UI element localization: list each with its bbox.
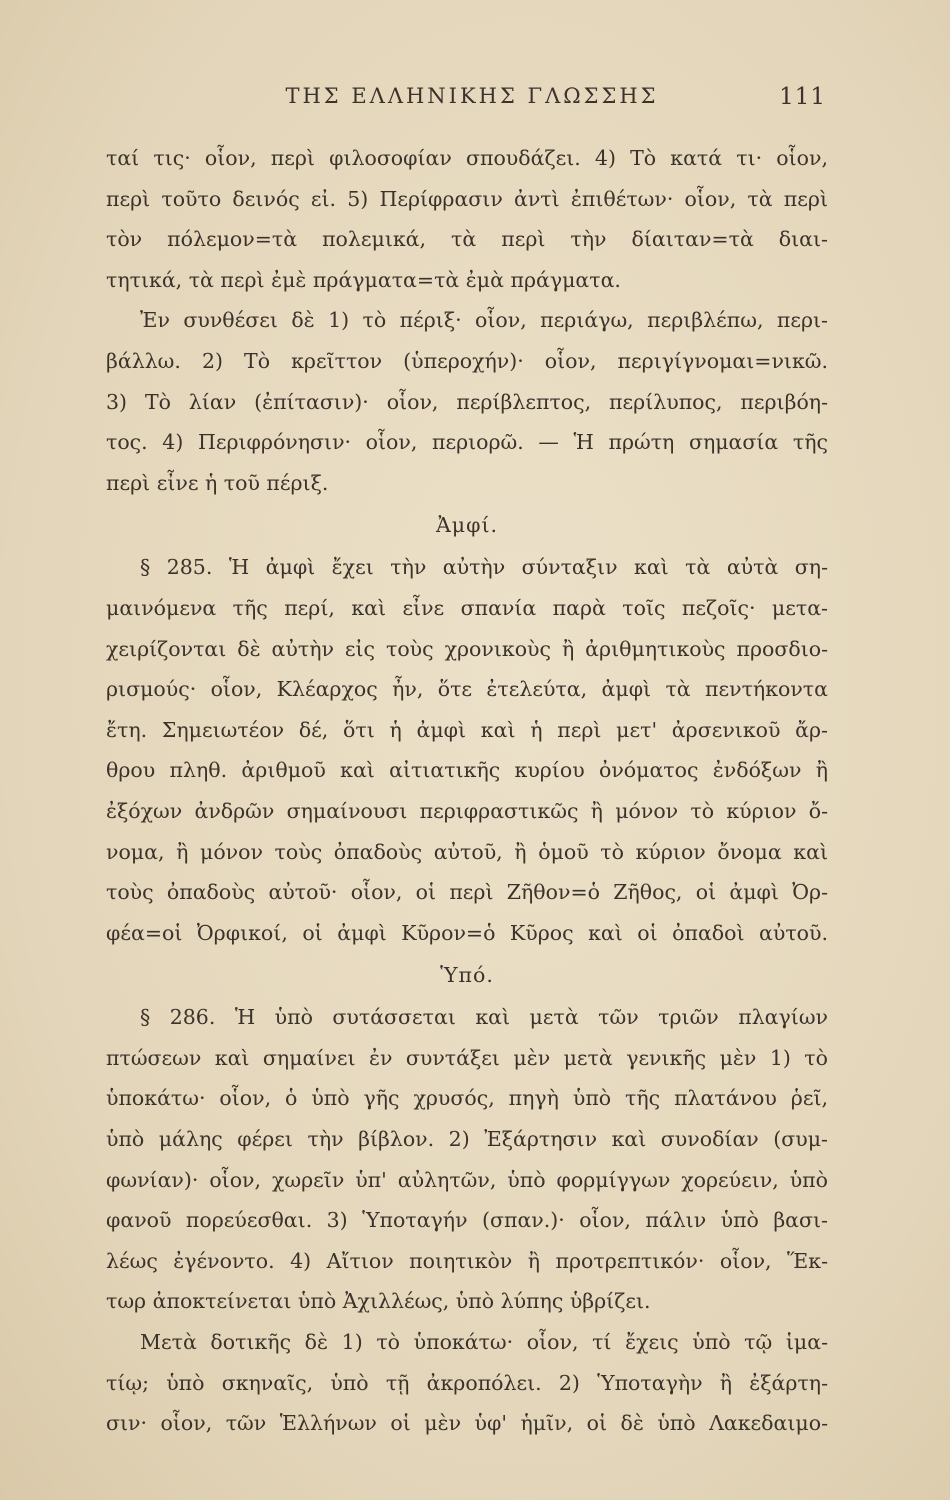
text-line: περὶ τοῦτο δεινός εἰ. 5) Περίφρασιν ἀντὶ ἐπιθέτων· οἷον, τὰ περὶ [106, 186, 828, 211]
text-line: χειρίζονται δὲ αὐτὴν εἰς τοὺς χρονικοὺς ἢ ἀριθμητικοὺς προσδιο- [106, 636, 828, 661]
text-line: ὑποκάτω· οἷον, ὁ ὑπὸ γῆς χρυσός, πηγὴ ὑπὸ τῆς πλατάνου ῥεῖ, [106, 1086, 828, 1111]
text-line: θρου πληθ. ἀριθμοῦ καὶ αἰτιατικῆς κυρίου ὀνόματος ἐνδόξων ἢ [106, 758, 828, 783]
text-line: 3) Τὸ λίαν (ἐπίτασιν)· οἷον, περίβλεπτος, περίλυπος, περιβόη- [106, 389, 828, 414]
text-line: πτώσεων καὶ σημαίνει ἐν συντάξει μὲν μετὰ γενικῆς μὲν 1) τὸ [106, 1045, 828, 1070]
text-line: ἐξόχων ἀνδρῶν σημαίνουσι περιφραστικῶς ἢ μόνον τὸ κύριον ὄ- [106, 798, 828, 823]
section-heading-hypo: Ὑπό. [440, 963, 494, 988]
text-line: ὑπὸ μάλης φέρει τὴν βίβλον. 2) Ἐξάρτησιν καὶ συνοδίαν (συμ- [106, 1127, 828, 1152]
page-header [118, 84, 826, 124]
text-line: φανοῦ πορεύεσθαι. 3) Ὑποταγήν (σπαν.)· οἷον, πάλιν ὑπὸ βασι- [106, 1208, 828, 1233]
text-line: σιν· οἷον, τῶν Ἑλλήνων οἱ μὲν ὑφ' ἡμῖν, οἱ δὲ ὑπὸ Λακεδαιμο- [106, 1411, 828, 1436]
running-title: ΤΗΣ ΕΛΛΗΝΙΚΗΣ ΓΛΩΣΣΗΣ [285, 84, 659, 108]
text-line: μαινόμενα τῆς περί, καὶ εἶνε σπανία παρὰ τοῖς πεζοῖς· μετα- [106, 595, 828, 620]
text-line: τὸν πόλεμον=τὰ πολεμικά, τὰ περὶ τὴν δίαιταν=τὰ διαι- [106, 227, 828, 252]
text-line: τος. 4) Περιφρόνησιν· οἷον, περιορῶ. — Ἡ πρώτη σημασία τῆς [106, 430, 828, 455]
text-line: φέα=οἱ Ὀρφικοί, οἱ ἀμφὶ Κῦρον=ὁ Κῦρος καὶ οἱ ὀπαδοὶ αὐτοῦ. [106, 920, 828, 945]
body-text [106, 138, 828, 1444]
text-line: νομα, ἢ μόνον τοὺς ὀπαδοὺς αὐτοῦ, ἢ ὁμοῦ τὸ κύριον ὄνομα καὶ [106, 839, 828, 864]
text-line: τωρ ἀποκτείνεται ὑπὸ Ἀχιλλέως, ὑπὸ λύπης ὑβρίζει. [106, 1289, 651, 1314]
text-line: Ἐν συνθέσει δὲ 1) τὸ πέριξ· οἷον, περιάγω, περιβλέπω, περι- [140, 308, 828, 333]
text-line: § 286. Ἡ ὑπὸ συτάσσεται καὶ μετὰ τῶν τριῶν πλαγίων [140, 1005, 828, 1030]
text-line: φωνίαν)· οἷον, χωρεῖν ὑπ' αὐλητῶν, ὑπὸ φορμίγγων χορεύειν, ὑπὸ [106, 1167, 828, 1192]
text-line: ἔτη. Σημειωτέον δέ, ὅτι ἡ ἀμφὶ καὶ ἡ περὶ μετ' ἀρσενικοῦ ἄρ- [106, 717, 828, 742]
text-line: ρισμούς· οἷον, Κλέαρχος ἦν, ὅτε ἐτελεύτα, ἀμφὶ τὰ πεντήκοντα [106, 677, 828, 702]
text-line: τητικά, τὰ περὶ ἐμὲ πράγματα=τὰ ἐμὰ πράγματα. [106, 267, 621, 292]
text-line: § 285. Ἡ ἀμφὶ ἔχει τὴν αὐτὴν σύνταξιν καὶ τὰ αὐτὰ ση- [140, 555, 828, 580]
page-number: 111 [779, 84, 826, 110]
text-line: τοὺς ὀπαδοὺς αὐτοῦ· οἷον, οἱ περὶ Ζῆθον=ὁ Ζῆθος, οἱ ἀμφὶ Ὀρ- [106, 880, 828, 905]
text-line: ταί τις· οἷον, περὶ φιλοσοφίαν σπουδάζει. 4) Τὸ κατά τι· οἷον, [106, 146, 828, 170]
text-line: βάλλω. 2) Τὸ κρεῖττον (ὑπεροχήν)· οἷον, περιγίγνομαι=νικῶ. [106, 348, 828, 373]
text-line: λέως ἐγένοντο. 4) Αἴτιον ποιητικὸν ἢ προτρεπτικόν· οἷον, Ἕκ- [106, 1248, 828, 1273]
text-line: περὶ εἶνε ἡ τοῦ πέριξ. [106, 470, 329, 495]
text-line: τίῳ; ὑπὸ σκηναῖς, ὑπὸ τῇ ἀκροπόλει. 2) Ὑποταγὴν ἢ ἐξάρτη- [106, 1370, 828, 1395]
text-line: Μετὰ δοτικῆς δὲ 1) τὸ ὑποκάτω· οἷον, τί ἔχεις ὑπὸ τῷ ἱμα- [140, 1330, 828, 1355]
section-heading-amphi: Ἀμφί. [435, 513, 499, 538]
